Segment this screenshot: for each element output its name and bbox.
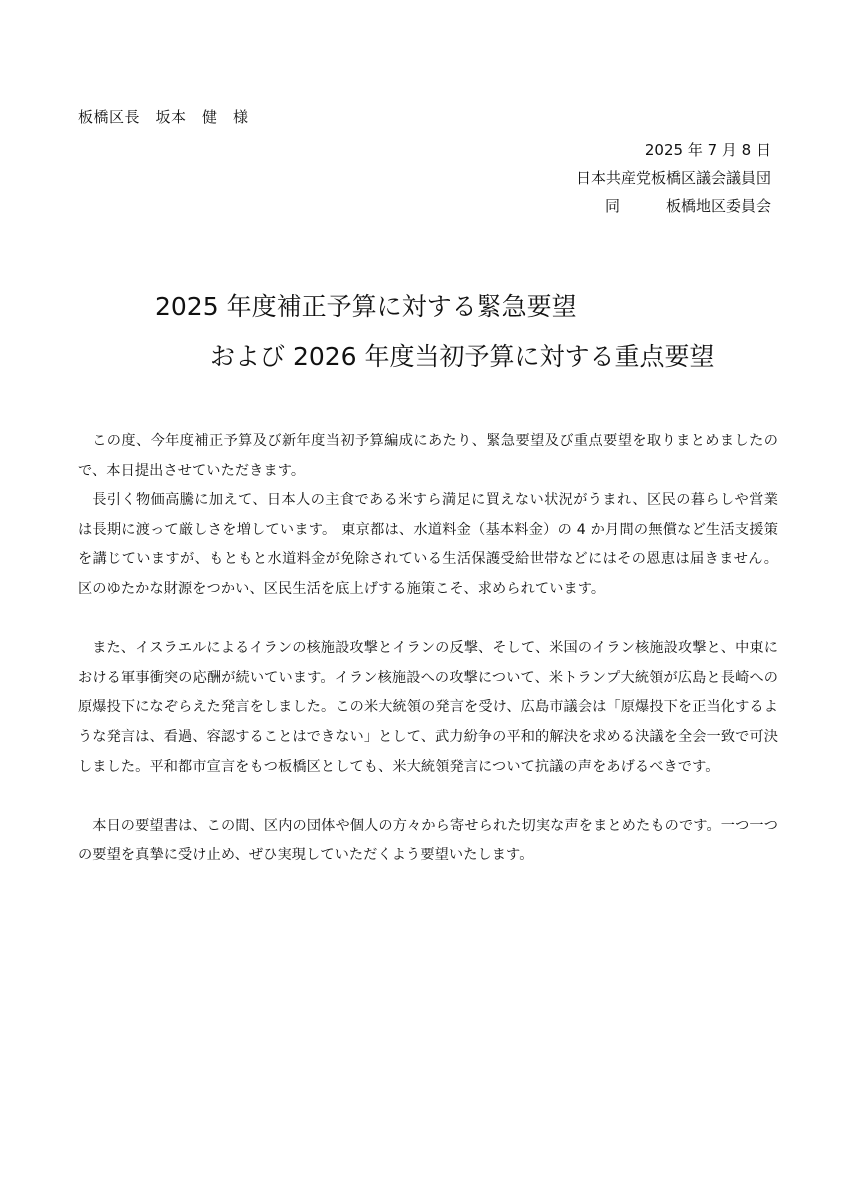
addressee: 板橋区長 坂本 健 様 (78, 108, 249, 126)
paragraph-closing: 本日の要望書は、この間、区内の団体や個人の方々から寄せられた切実な声をまとめたものです。一つ一つの要望を真摯に受け止め、ぜひ実現していただくよう要望いたします。 (78, 817, 778, 864)
document-body (78, 427, 778, 871)
sender-block (576, 136, 771, 220)
sender-committee: 板橋地区委員会 (665, 197, 771, 215)
sender-committee-line (576, 192, 771, 220)
title-line-2: および 2026 年度当初予算に対する重点要望 (210, 342, 715, 371)
paragraph-intro: この度、今年度補正予算及び新年度当初予算編成にあたり、緊急要望及び重点要望を取りまとめましたので、本日提出させていただきます。 (78, 433, 778, 479)
same-mark: 同 (604, 197, 620, 215)
title-line-1: 2025 年度補正予算に対する緊急要望 (155, 292, 577, 321)
document-title (0, 282, 849, 382)
document-date: 2025 年 7 月 8 日 (644, 141, 771, 159)
paragraph-prices: 長引く物価高騰に加えて、日本人の主食である米すら満足に買えない状況がうまれ、区民の暮らしや営業は長期に渡って厳しさを増しています。 東京都は、水道料金（基本料金）の 4 か月間の無償など生活支援策を講じていますが、もともと水道料金が免除されている生活保護受給世帯などにはその恩恵は届きません。区のゆたかな財源をつかい、区民生活を底上げする施策こそ、求められています。 (78, 492, 778, 597)
sender-organization: 日本共産党板橋区議会議員団 (575, 169, 771, 187)
paragraph-middle-east: また、イスラエルによるイランの核施設攻撃とイランの反撃、そして、米国のイラン核施設攻撃と、中東における軍事衝突の応酬が続いています。イラン核施設への攻撃について、米トランプ大統領が広島と長崎への原爆投下になぞらえた発言をしました。この米大統領の発言を受け、広島市議会は「原爆投下を正当化するような発言は、看過、容認することはできない」として、武力紛争の平和的解決を求める決議を全会一致で可決しました。平和都市宣言をもつ板橋区としても、米大統領発言について抗議の声をあげるべきです。 (78, 640, 778, 775)
